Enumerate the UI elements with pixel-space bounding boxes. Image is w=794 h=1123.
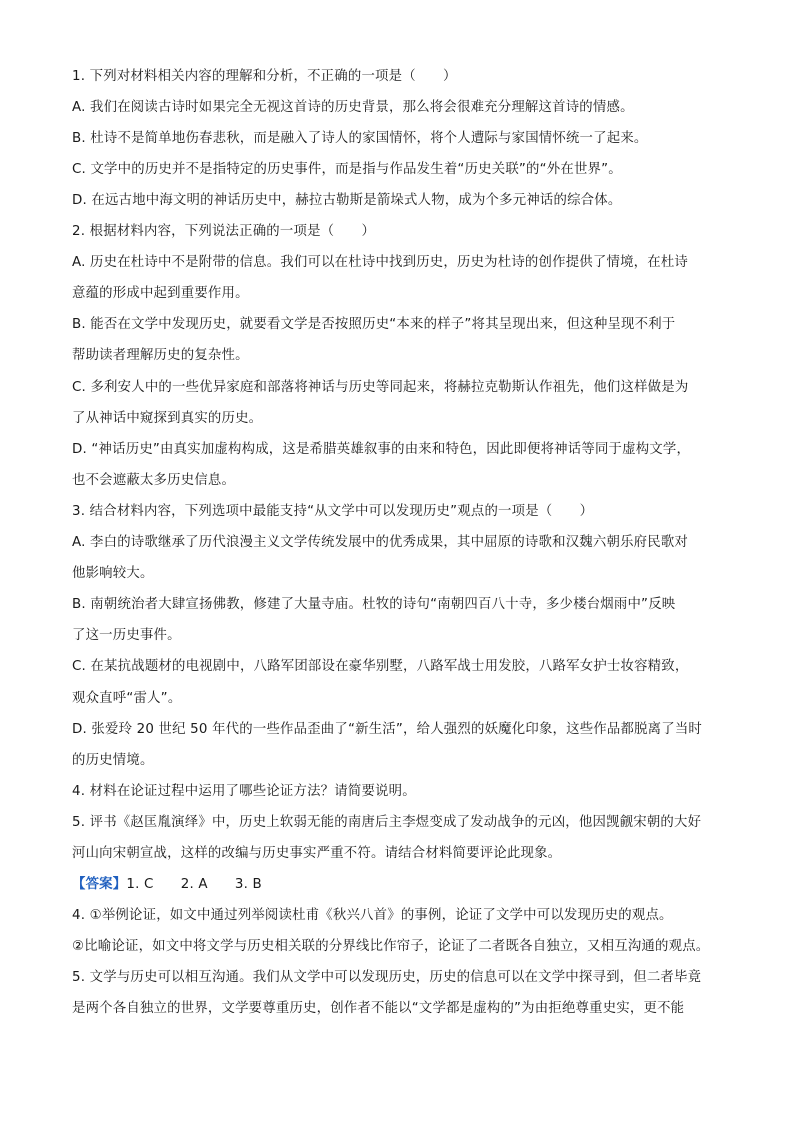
q3-option-b-2: 了这一历史事件。 [72, 628, 181, 643]
answer-4-1: 4. ①举例论证，如文中通过列举阅读杜甫《秋兴八首》的事例，论证了文学中可以发现历史的观点。 [72, 908, 673, 923]
answer-4-2: ②比喻论证，如文中将文学与历史相关联的分界线比作帘子，论证了二者既各自独立，又相互沟通的观点。 [72, 939, 710, 954]
q3-option-b: B. 南朝统治者大肆宣扬佛教，修建了大量寺庙。杜牧的诗句“南朝四百八十寺，多少楼台烟雨中”反映 [72, 597, 676, 612]
q1-option-c: C. 文学中的历史并不是指特定的历史事件，而是指与作品发生着“历史关联”的“外在世界”。 [72, 162, 622, 177]
q2-option-b-2: 帮助读者理解历史的复杂性。 [72, 348, 249, 363]
q5-stem-2: 河山向宋朝宣战，这样的改编与历史事实严重不符。请结合材料简要评论此现象。 [72, 846, 562, 861]
q2-option-b: B. 能否在文学中发现历史，就要看文学是否按照历史“本来的样子”将其呈现出来，但这种呈现不利于 [72, 317, 676, 332]
q4-stem: 4. 材料在论证过程中运用了哪些论证方法？请简要说明。 [72, 784, 416, 799]
q2-option-a: A. 历史在杜诗中不是附带的信息。我们可以在杜诗中找到历史，历史为杜诗的创作提供了情境，在杜诗 [72, 255, 689, 270]
q1-option-d: D. 在远古地中海文明的神话历史中，赫拉古勒斯是箭垛式人物，成为个多元神话的综合体。 [72, 193, 622, 208]
answer-line [72, 876, 262, 894]
q2-option-d: D. “神话历史”由真实加虚构构成，这是希腊英雄叙事的由来和特色，因此即便将神话等同于虚构文学， [72, 442, 691, 457]
q2-option-c: C. 多利安人中的一些优异家庭和部落将神话与历史等同起来，将赫拉克勒斯认作祖先，他们这样做是为 [72, 380, 689, 395]
q3-option-c: C. 在某抗战题材的电视剧中，八路军团部设在豪华别墅，八路军战士用发胶，八路军女护士妆容精致， [72, 659, 689, 674]
answer-5-1: 5. 文学与历史可以相互沟通。我们从文学中可以发现历史，历史的信息可以在文学中探寻到，但二者毕竟 [72, 970, 702, 985]
q1-option-b: B. 杜诗不是简单地伤春悲秋，而是融入了诗人的家国情怀，将个人遭际与家国情怀统一了起来。 [72, 131, 648, 146]
q5-stem: 5. 评书《赵匡胤演绎》中，历史上软弱无能的南唐后主李煜变成了发动战争的元凶，他因觊觎宋朝的大好 [72, 815, 702, 830]
q2-option-c-2: 了从神话中窥探到真实的历史。 [72, 411, 263, 426]
q3-option-a: A. 李白的诗歌继承了历代浪漫主义文学传统发展中的优秀成果，其中屈原的诗歌和汉魏六朝乐府民歌对 [72, 535, 689, 550]
q2-option-d-2: 也不会遮蔽太多历史信息。 [72, 473, 236, 488]
q3-option-d: D. 张爱玲 20 世纪 50 年代的一些作品歪曲了“新生活”，给人强烈的妖魔化印象，这些作品都脱离了当时 [72, 722, 703, 737]
q3-option-d-2: 的历史情境。 [72, 753, 154, 768]
answer-tag: 【答案】 [72, 877, 127, 892]
q3-option-c-2: 观众直呼“雷人”。 [72, 691, 182, 706]
q2-option-a-2: 意蕴的形成中起到重要作用。 [72, 286, 249, 301]
answer-5-2: 是两个各自独立的世界，文学要尊重历史，创作者不能以“文学都是虚构的”为由拒绝尊重史实，更不能 [72, 1001, 685, 1016]
q2-stem: 2. 根据材料内容，下列说法正确的一项是（ ） [72, 224, 376, 239]
q1-stem: 1. 下列对材料相关内容的理解和分析，不正确的一项是（ ） [72, 69, 457, 84]
answer-mc: 1. C 2. A 3. B [126, 877, 262, 892]
q3-stem: 3. 结合材料内容，下列选项中最能支持“从文学中可以发现历史”观点的一项是（ ） [72, 504, 594, 519]
q1-option-a: A. 我们在阅读古诗时如果完全无视这首诗的历史背景，那么将会很难充分理解这首诗的情感。 [72, 100, 634, 115]
q3-option-a-2: 他影响较大。 [72, 566, 154, 581]
